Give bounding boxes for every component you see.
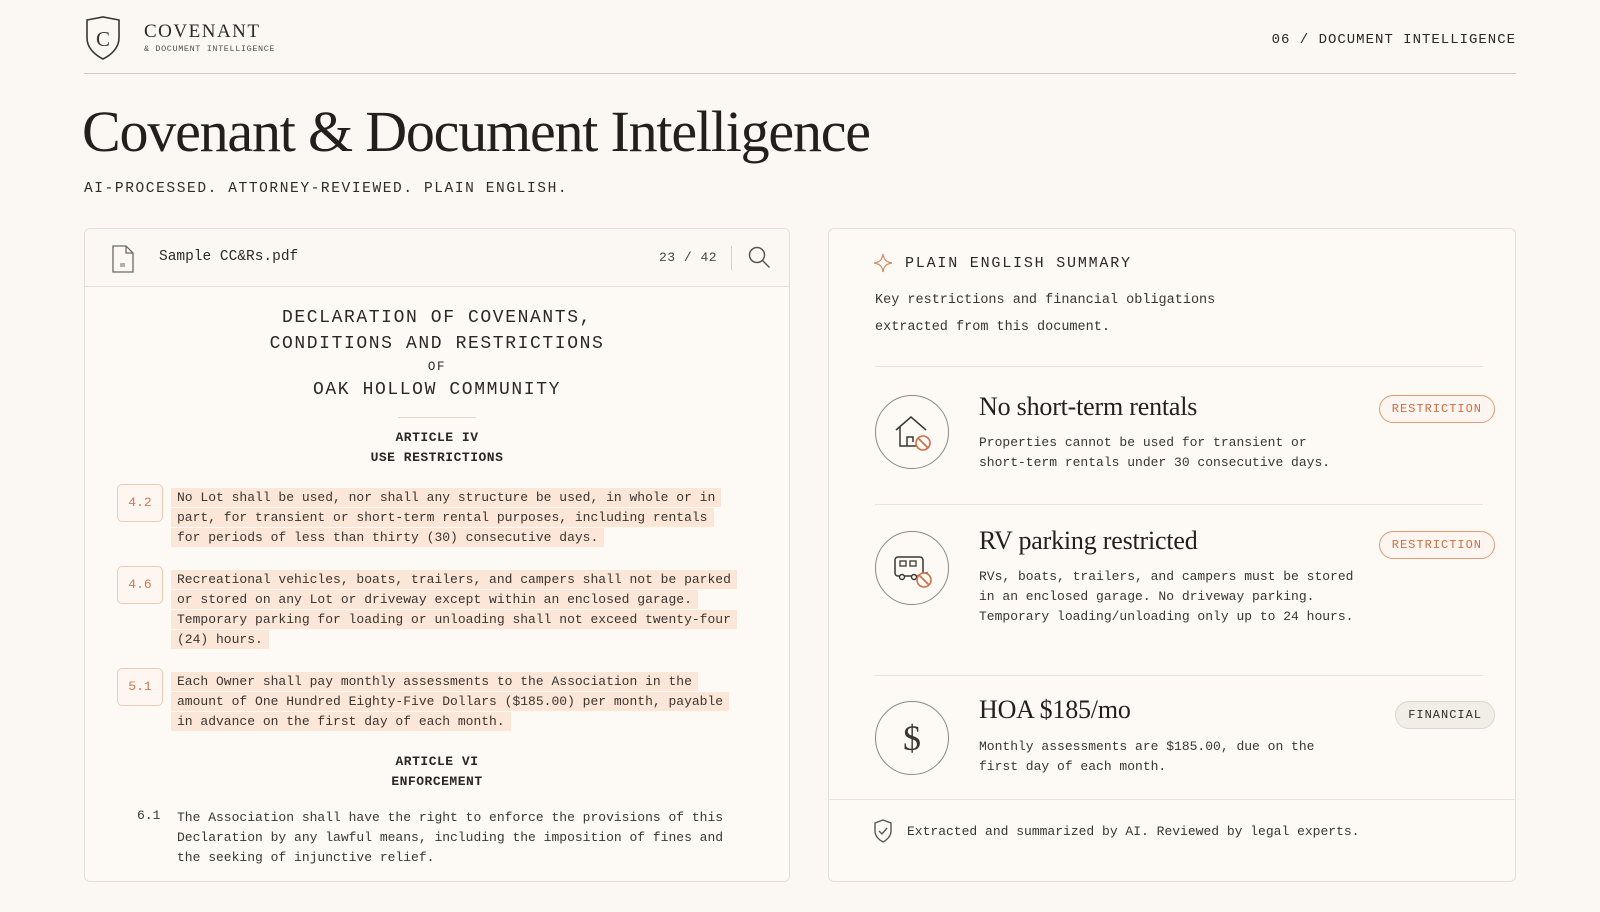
clause-number-badge[interactable]: 4.2 xyxy=(117,484,163,522)
brand-subtitle: & DOCUMENT INTELLIGENCE xyxy=(144,44,276,54)
summary-description: Key restrictions and financial obligations extracted from this document. xyxy=(875,293,1216,335)
clause-number-badge[interactable]: 5.1 xyxy=(117,668,163,706)
summary-panel xyxy=(828,228,1516,882)
page-indicator: 23 / 42 xyxy=(659,250,718,265)
footer-note: Extracted and summarized by AI. Reviewed by legal experts. xyxy=(907,823,1360,839)
page-title: Covenant & Document Intelligence xyxy=(82,99,870,164)
document-page xyxy=(85,287,789,865)
toolbar-divider xyxy=(731,246,732,270)
svg-text:C: C xyxy=(95,27,111,51)
doc-title-line: DECLARATION OF COVENANTS, xyxy=(281,308,593,328)
summary-item-text: RVs, boats, trailers, and campers must be stored in an enclosed garage. No driveway parking. Temporary loading/unloading only up to 24 hours. xyxy=(979,569,1354,624)
shield-logo-icon xyxy=(84,16,122,60)
clause-text: No Lot shall be used, nor shall any structure be used, in whole or in part, for transient or short-term rental purposes, including rentals for periods of less than thirty (30) consecutive days. xyxy=(171,488,721,547)
viewer-toolbar xyxy=(85,229,789,287)
clause-number-badge[interactable]: 4.6 xyxy=(117,566,163,604)
document-title xyxy=(85,305,789,403)
summary-footer-divider xyxy=(829,799,1515,800)
file-icon xyxy=(111,245,135,273)
restriction-tag: RESTRICTION xyxy=(1379,531,1495,559)
clause-number: 6.1 xyxy=(137,808,161,823)
summary-item-short-term-rentals[interactable] xyxy=(875,393,1495,503)
sparkle-icon xyxy=(873,253,893,273)
page-tagline: AI-PROCESSED. ATTORNEY-REVIEWED. PLAIN ENGLISH. xyxy=(84,181,569,197)
brand-name: COVENANT xyxy=(144,21,261,42)
summary-divider xyxy=(875,675,1483,676)
file-name: Sample CC&Rs.pdf xyxy=(159,249,299,265)
financial-tag: FINANCIAL xyxy=(1395,701,1495,729)
rv-prohibited-icon xyxy=(875,531,949,605)
clause-6-1-text: The Association shall have the right to enforce the provisions of this Declaration by any lawful means, including the imposition of fines and the seeking of injunctive relief. xyxy=(177,810,724,865)
article-vi-heading: ARTICLE VI xyxy=(395,754,479,769)
doc-title-line: OAK HOLLOW COMMUNITY xyxy=(312,380,562,400)
article-iv-heading: ARTICLE IV xyxy=(395,430,479,445)
brand-logo[interactable] xyxy=(84,16,275,60)
summary-item-text: Monthly assessments are $185.00, due on the first day of each month. xyxy=(979,739,1315,774)
summary-item-title: HOA $185/mo xyxy=(979,695,1131,724)
dollar-glyph: $ xyxy=(903,718,921,758)
summary-divider xyxy=(875,504,1483,505)
summary-divider xyxy=(875,366,1483,367)
clause-text: Each Owner shall pay monthly assessments to the Association in the amount of One Hundred Eighty-Five Dollars ($185.00) per month, payable in advance on the first day of each month. xyxy=(171,672,729,731)
summary-item-title: No short-term rentals xyxy=(979,392,1198,421)
search-icon[interactable] xyxy=(747,245,771,269)
summary-title: PLAIN ENGLISH SUMMARY xyxy=(905,254,1132,272)
top-bar xyxy=(84,14,1516,74)
summary-header xyxy=(873,253,1132,273)
doc-title-line: CONDITIONS AND RESTRICTIONS xyxy=(269,334,605,354)
document-viewer xyxy=(84,228,790,882)
doc-title-of: OF xyxy=(427,360,447,374)
summary-item-rv-parking[interactable] xyxy=(875,526,1495,669)
article-iv-name: USE RESTRICTIONS xyxy=(370,450,504,465)
dollar-icon xyxy=(875,701,949,775)
restriction-tag: RESTRICTION xyxy=(1379,395,1495,423)
shield-check-icon xyxy=(873,819,893,843)
summary-item-title: RV parking restricted xyxy=(979,526,1198,555)
summary-item-hoa-fee[interactable] xyxy=(875,695,1495,801)
title-divider xyxy=(398,417,476,418)
section-label: 06 / DOCUMENT INTELLIGENCE xyxy=(1271,32,1516,48)
summary-item-text: Properties cannot be used for transient or short-term rentals under 30 consecutive days. xyxy=(979,435,1331,470)
house-prohibited-icon xyxy=(875,395,949,469)
article-vi-name: ENFORCEMENT xyxy=(391,774,483,789)
clause-text: Recreational vehicles, boats, trailers, and campers shall not be parked or stored on any Lot or driveway except within an enclosed garage. Temporary parking for loading or unloading shall not exceed twenty-four (24) hours. xyxy=(171,570,737,649)
summary-footer xyxy=(873,819,1359,843)
